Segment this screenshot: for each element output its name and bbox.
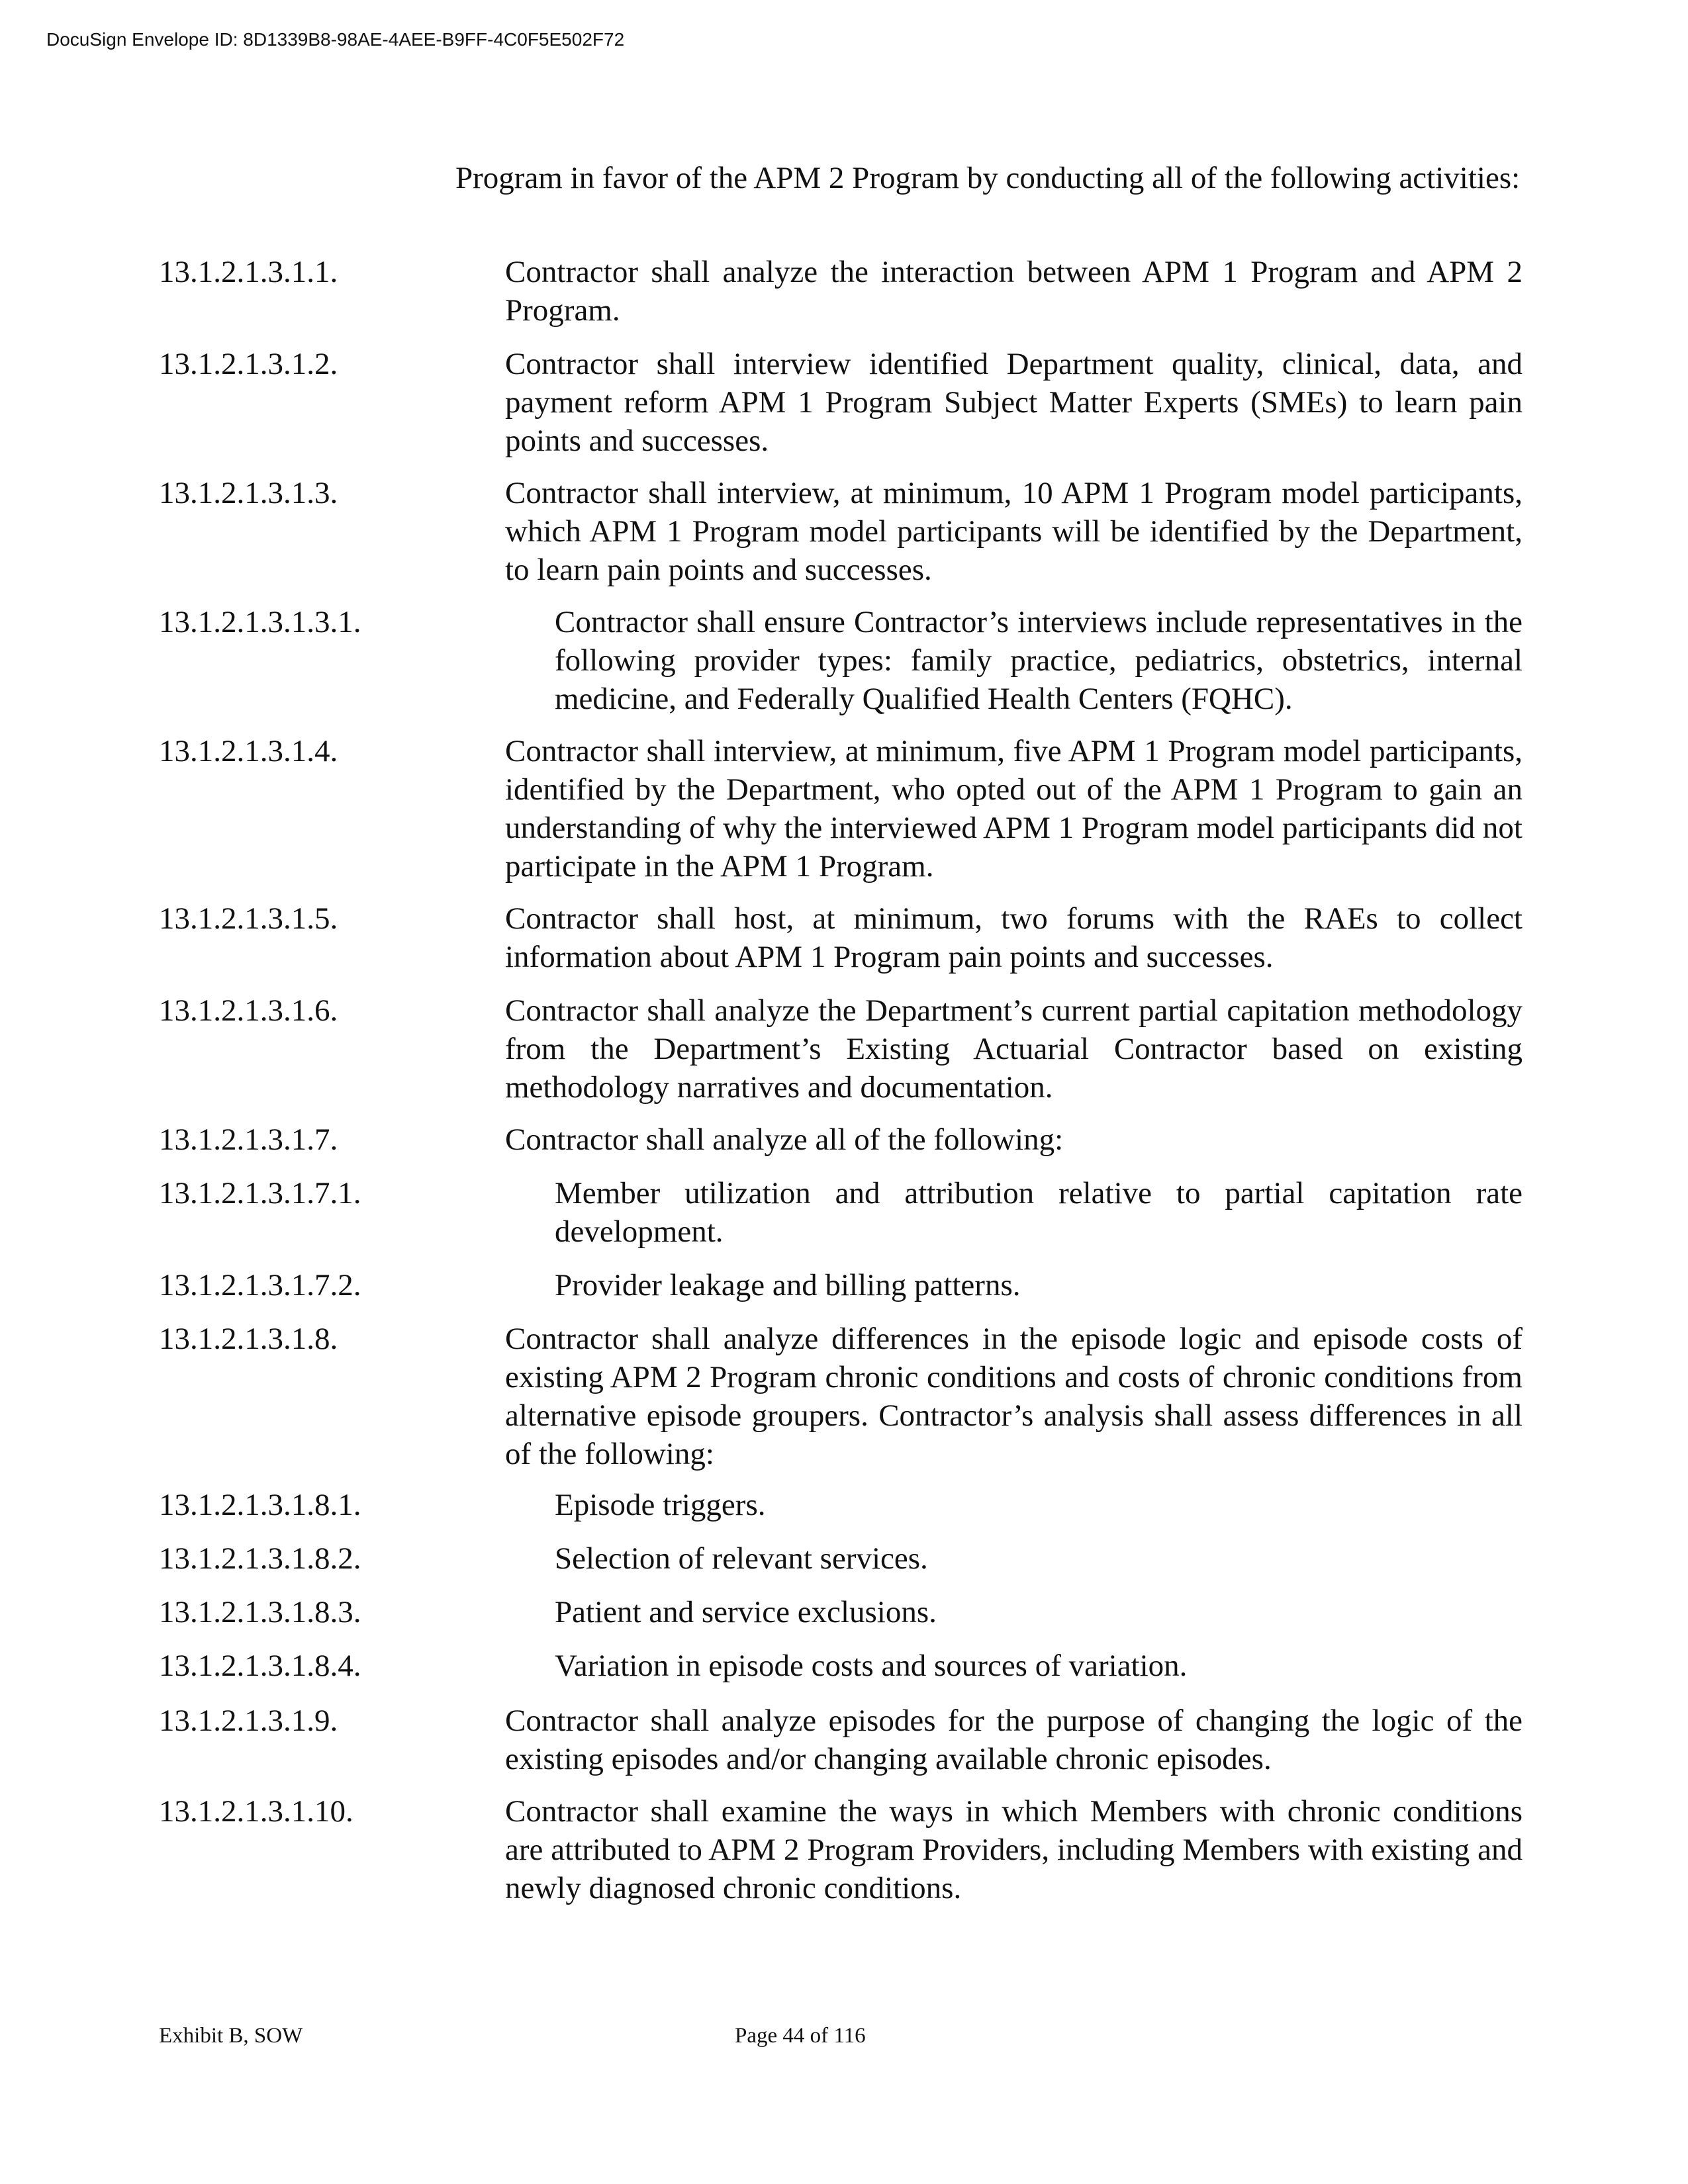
item-number: 13.1.2.1.3.1.9. <box>159 1704 338 1738</box>
item-text: Contractor shall interview, at minimum, five APM 1 Program model participants, identified by the Department, who opted out of the APM 1 Program to gain an understanding of why the interviewed APM 1 Program model participants did not participate in the APM 1 Program. <box>505 734 1523 884</box>
item-number: 13.1.2.1.3.1.2. <box>159 347 338 381</box>
item-number: 13.1.2.1.3.1.5. <box>159 901 338 936</box>
item-number: 13.1.2.1.3.1.8.2. <box>159 1541 361 1576</box>
item-text: Contractor shall analyze episodes for the purpose of changing the logic of the existing episodes and/or changing available chronic episodes. <box>505 1704 1523 1776</box>
item-number: 13.1.2.1.3.1.7.1. <box>159 1176 361 1210</box>
item-text: Contractor shall analyze the Department’s current partial capitation methodology from the Department’s Existing Actuarial Contractor based on existing methodology narratives and documentation. <box>505 993 1523 1105</box>
item-text: Contractor shall examine the ways in which Members with chronic conditions are attributed to APM 2 Program Providers, including Members with existing and newly diagnosed chronic conditions. <box>505 1794 1523 1905</box>
item-text: Episode triggers. <box>555 1488 766 1522</box>
item-number: 13.1.2.1.3.1.10. <box>159 1794 353 1829</box>
item-text: Contractor shall host, at minimum, two forums with the RAEs to collect information about APM 1 Program pain points and successes. <box>505 901 1523 974</box>
item-number: 13.1.2.1.3.1.3. <box>159 476 338 510</box>
item-number: 13.1.2.1.3.1.7. <box>159 1122 338 1157</box>
item-number: 13.1.2.1.3.1.4. <box>159 734 338 768</box>
item-text: Contractor shall analyze the interaction between APM 1 Program and APM 2 Program. <box>505 255 1523 328</box>
item-number: 13.1.2.1.3.1.1. <box>159 255 338 289</box>
footer-page-number: Page 44 of 116 <box>735 2024 866 2048</box>
item-text: Selection of relevant services. <box>555 1541 928 1576</box>
item-number: 13.1.2.1.3.1.7.2. <box>159 1268 361 1302</box>
item-text: Contractor shall ensure Contractor’s interviews include representatives in the following provider types: family practice, pediatrics, obstetrics, internal medicine, and Federally Qualified Health Centers (FQHC). <box>555 605 1523 716</box>
item-text: Contractor shall interview identified Department quality, clinical, data, and payment reform APM 1 Program Subject Matter Experts (SMEs) to learn pain points and successes. <box>505 347 1523 458</box>
item-text: Contractor shall interview, at minimum, 10 APM 1 Program model participants, which APM 1 Program model participants will be identified by the Department, to learn pain points and successes. <box>505 476 1523 587</box>
item-text: Contractor shall analyze differences in the episode logic and episode costs of existing APM 2 Program chronic conditions and costs of chronic conditions from alternative episode groupers. Contractor’s analysis shall assess differences in all of the following: <box>505 1322 1523 1471</box>
item-number: 13.1.2.1.3.1.8. <box>159 1322 338 1356</box>
docusign-envelope-id: DocuSign Envelope ID: 8D1339B8-98AE-4AEE-B9FF-4C0F5E502F72 <box>46 29 625 50</box>
footer-exhibit-label: Exhibit B, SOW <box>159 2024 303 2048</box>
item-number: 13.1.2.1.3.1.6. <box>159 993 338 1028</box>
item-text: Member utilization and attribution relative to partial capitation rate development. <box>555 1176 1523 1249</box>
item-text: Variation in episode costs and sources of variation. <box>555 1649 1188 1683</box>
item-text: Patient and service exclusions. <box>555 1595 937 1629</box>
item-number: 13.1.2.1.3.1.8.4. <box>159 1649 361 1683</box>
item-text: Contractor shall analyze all of the following: <box>505 1122 1064 1157</box>
intro-paragraph: Program in favor of the APM 2 Program by conducting all of the following activities: <box>455 161 1521 195</box>
item-text: Provider leakage and billing patterns. <box>555 1268 1021 1302</box>
item-number: 13.1.2.1.3.1.3.1. <box>159 605 361 639</box>
item-number: 13.1.2.1.3.1.8.3. <box>159 1595 361 1629</box>
item-number: 13.1.2.1.3.1.8.1. <box>159 1488 361 1522</box>
